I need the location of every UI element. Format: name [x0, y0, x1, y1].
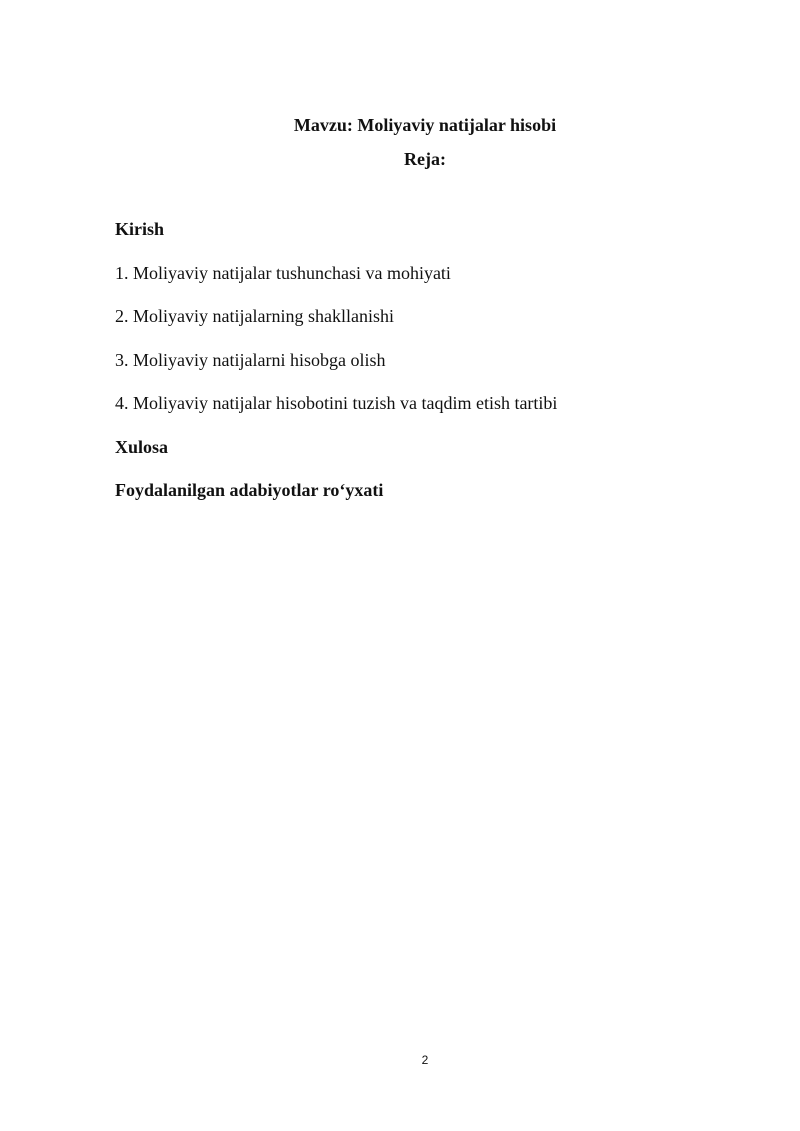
plan-item-references: Foydalanilgan adabiyotlar ro‘yxati — [115, 480, 384, 500]
plan-heading: Reja: — [404, 149, 446, 169]
plan-list — [115, 218, 557, 523]
plan-item-4: 4. Moliyaviy natijalar hisobotini tuzish va taqdim etish tartibi — [115, 393, 558, 413]
plan-item-introduction: Kirish — [115, 219, 165, 239]
plan-item-3: 3. Moliyaviy natijalarni hisobga olish — [115, 349, 386, 370]
plan-item-1: 1. Moliyaviy natijalar tushunchasi va mohiyati — [115, 262, 451, 283]
page-title: Mavzu: Moliyaviy natijalar hisobi — [293, 115, 557, 135]
plan-item-conclusion: Xulosa — [115, 436, 169, 457]
plan-item-2: 2. Moliyaviy natijalarning shakllanishi — [115, 306, 394, 326]
page-number: 2 — [421, 1053, 429, 1067]
